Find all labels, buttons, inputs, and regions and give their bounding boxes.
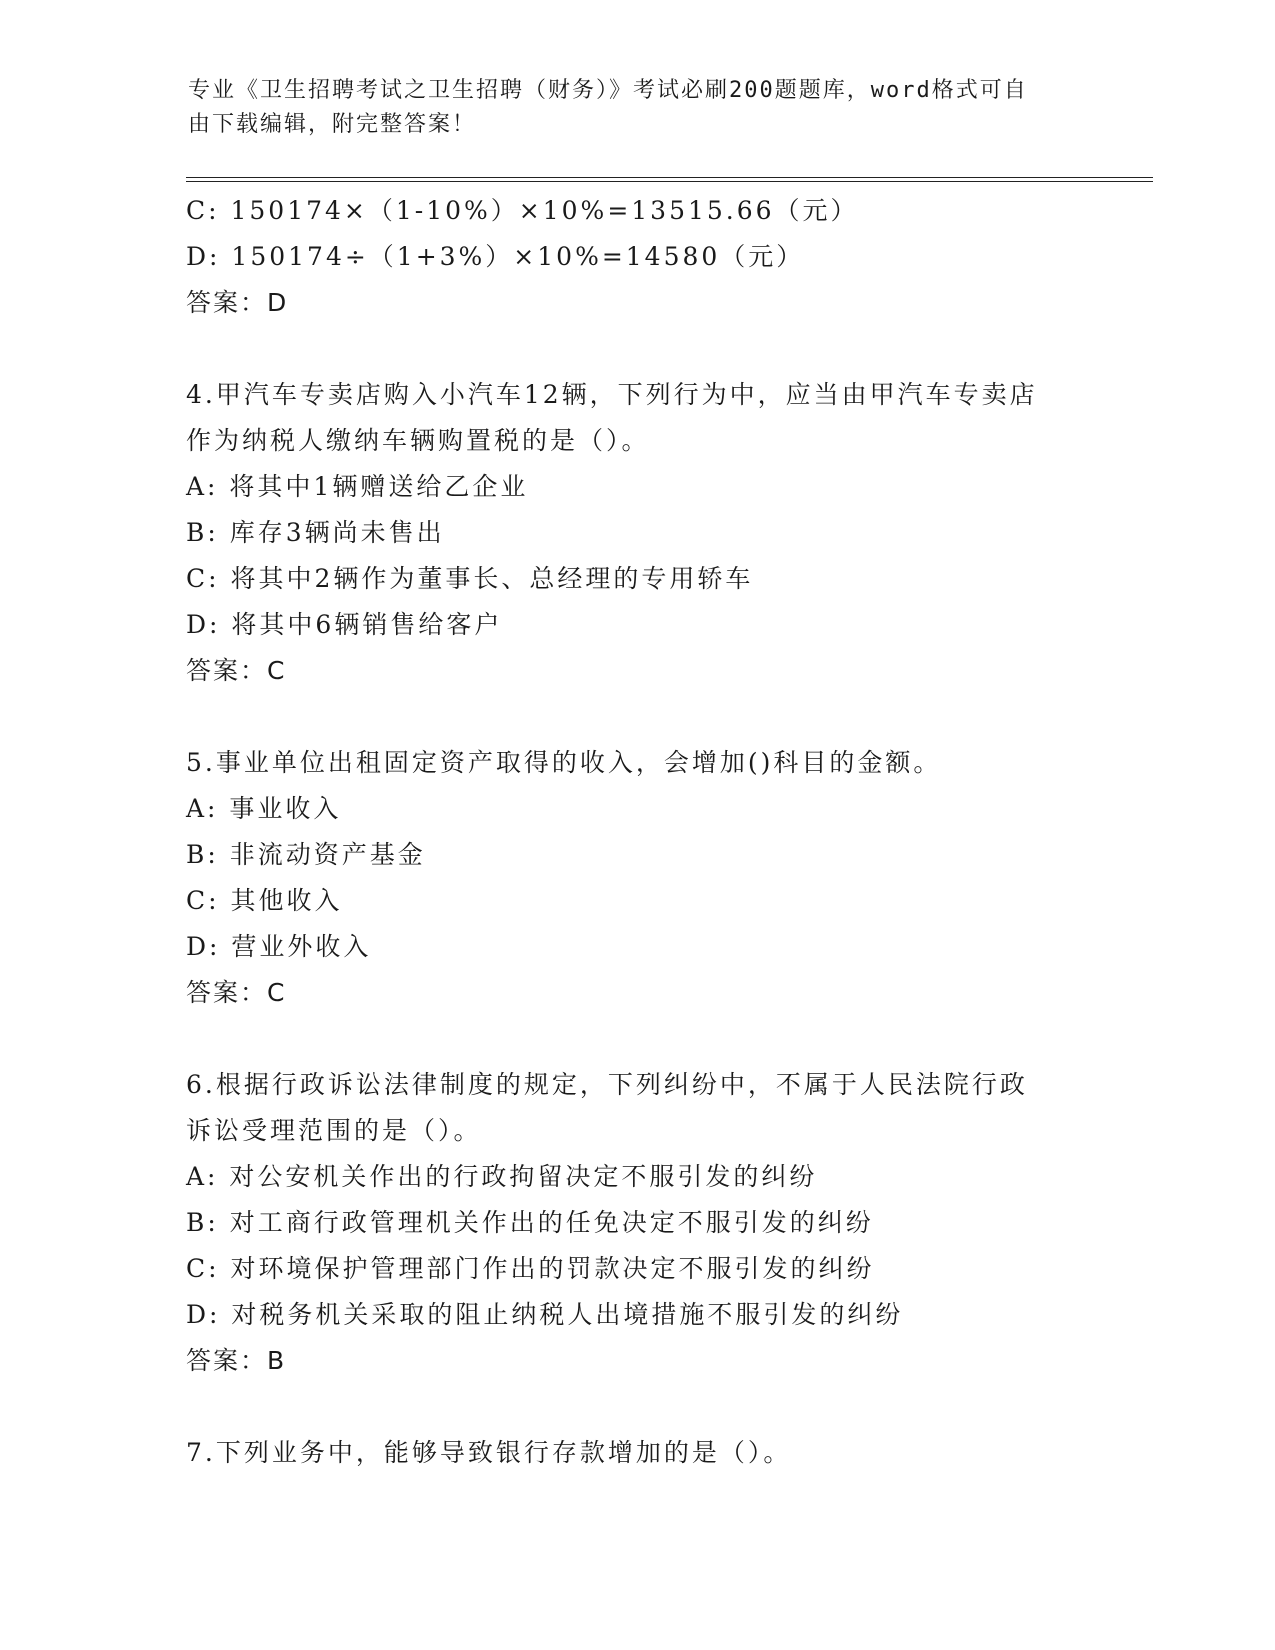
question-3 (186, 188, 1146, 326)
option-d: D: 营业外收入 (186, 932, 372, 961)
option-b: B: 非流动资产基金 (186, 840, 426, 869)
option-c: C: 其他收入 (186, 886, 343, 915)
option-d: D: 对税务机关采取的阻止纳税人出境措施不服引发的纠纷 (186, 1300, 904, 1329)
answer: 答案：C (186, 656, 287, 685)
answer: 答案：D (186, 288, 289, 317)
option-a: A: 将其中1辆赠送给乙企业 (186, 472, 529, 501)
document-header (188, 74, 1068, 142)
header-divider-top (186, 177, 1153, 178)
question-stem-cont: 作为纳税人缴纳车辆购置税的是（）。 (186, 426, 650, 455)
question-4 (186, 372, 1146, 694)
option-c: C: 将其中2辆作为董事长、总经理的专用轿车 (186, 564, 754, 593)
question-stem: 5.事业单位出租固定资产取得的收入，会增加()科目的金额。 (186, 748, 942, 777)
question-list (186, 188, 1146, 1476)
question-6 (186, 1062, 1146, 1384)
question-stem: 7.下列业务中，能够导致银行存款增加的是（）。 (186, 1438, 792, 1467)
option-d: D: 150174÷（1+3%）×10%=14580（元） (186, 242, 805, 271)
option-a: A: 对公安机关作出的行政拘留决定不服引发的纠纷 (186, 1162, 818, 1191)
question-stem: 6.根据行政诉讼法律制度的规定，下列纠纷中，不属于人民法院行政 (186, 1070, 1028, 1099)
option-b: B: 对工商行政管理机关作出的任免决定不服引发的纠纷 (186, 1208, 874, 1237)
option-a: A: 事业收入 (186, 794, 342, 823)
question-5 (186, 740, 1146, 1016)
header-line-1: 专业《卫生招聘考试之卫生招聘（财务）》考试必刷200题题库，word格式可自 (188, 78, 1028, 103)
question-stem: 4.甲汽车专卖店购入小汽车12辆，下列行为中，应当由甲汽车专卖店 (186, 380, 1038, 409)
answer: 答案：B (186, 1346, 287, 1375)
answer: 答案：C (186, 978, 287, 1007)
option-d: D: 将其中6辆销售给客户 (186, 610, 503, 639)
option-b: B: 库存3辆尚未售出 (186, 518, 445, 547)
header-line-2: 由下载编辑，附完整答案！ (188, 112, 477, 137)
option-c: C: 150174×（1-10%）×10%=13515.66（元） (186, 196, 859, 225)
option-c: C: 对环境保护管理部门作出的罚款决定不服引发的纠纷 (186, 1254, 875, 1283)
question-stem-cont: 诉讼受理范围的是（）。 (186, 1116, 482, 1145)
header-divider-bottom (186, 181, 1153, 182)
question-7 (186, 1430, 1146, 1476)
